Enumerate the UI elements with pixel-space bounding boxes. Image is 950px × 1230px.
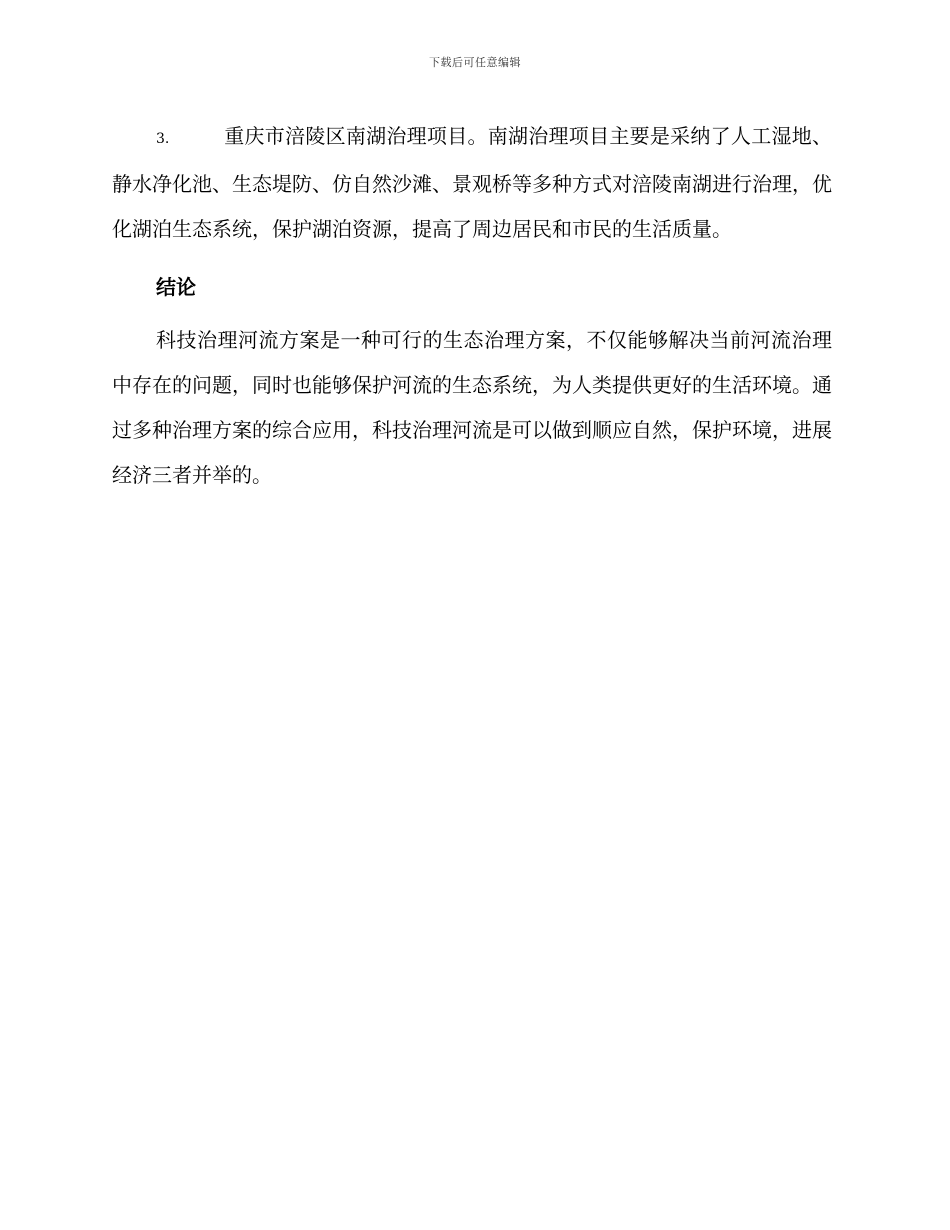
list-item-text: 重庆市涪陵区南湖治理项目。南湖治理项目主要是采纳了人工湿地、静水净化池、生态堤防、仿自然沙滩、景观桥等多种方式对涪陵南湖进行治理，优化湖泊生态系统，保护湖泊资源，提高了周边居民和市民的生活质量。: [112, 124, 832, 241]
section-heading-conclusion: 结论: [156, 275, 196, 299]
list-item-3: [112, 114, 832, 252]
header-note: 下载后可任意编辑: [429, 56, 521, 69]
document-body: [112, 114, 832, 498]
list-item-number: 3.: [156, 131, 170, 147]
conclusion-paragraph: 科技治理河流方案是一种可行的生态治理方案，不仅能够解决当前河流治理中存在的问题，同时也能够保护河流的生态系统，为人类提供更好的生活环境。通过多种治理方案的综合应用，科技治理河流是可以做到顺应自然，保护环境，进展经济三者并举的。: [112, 328, 832, 487]
